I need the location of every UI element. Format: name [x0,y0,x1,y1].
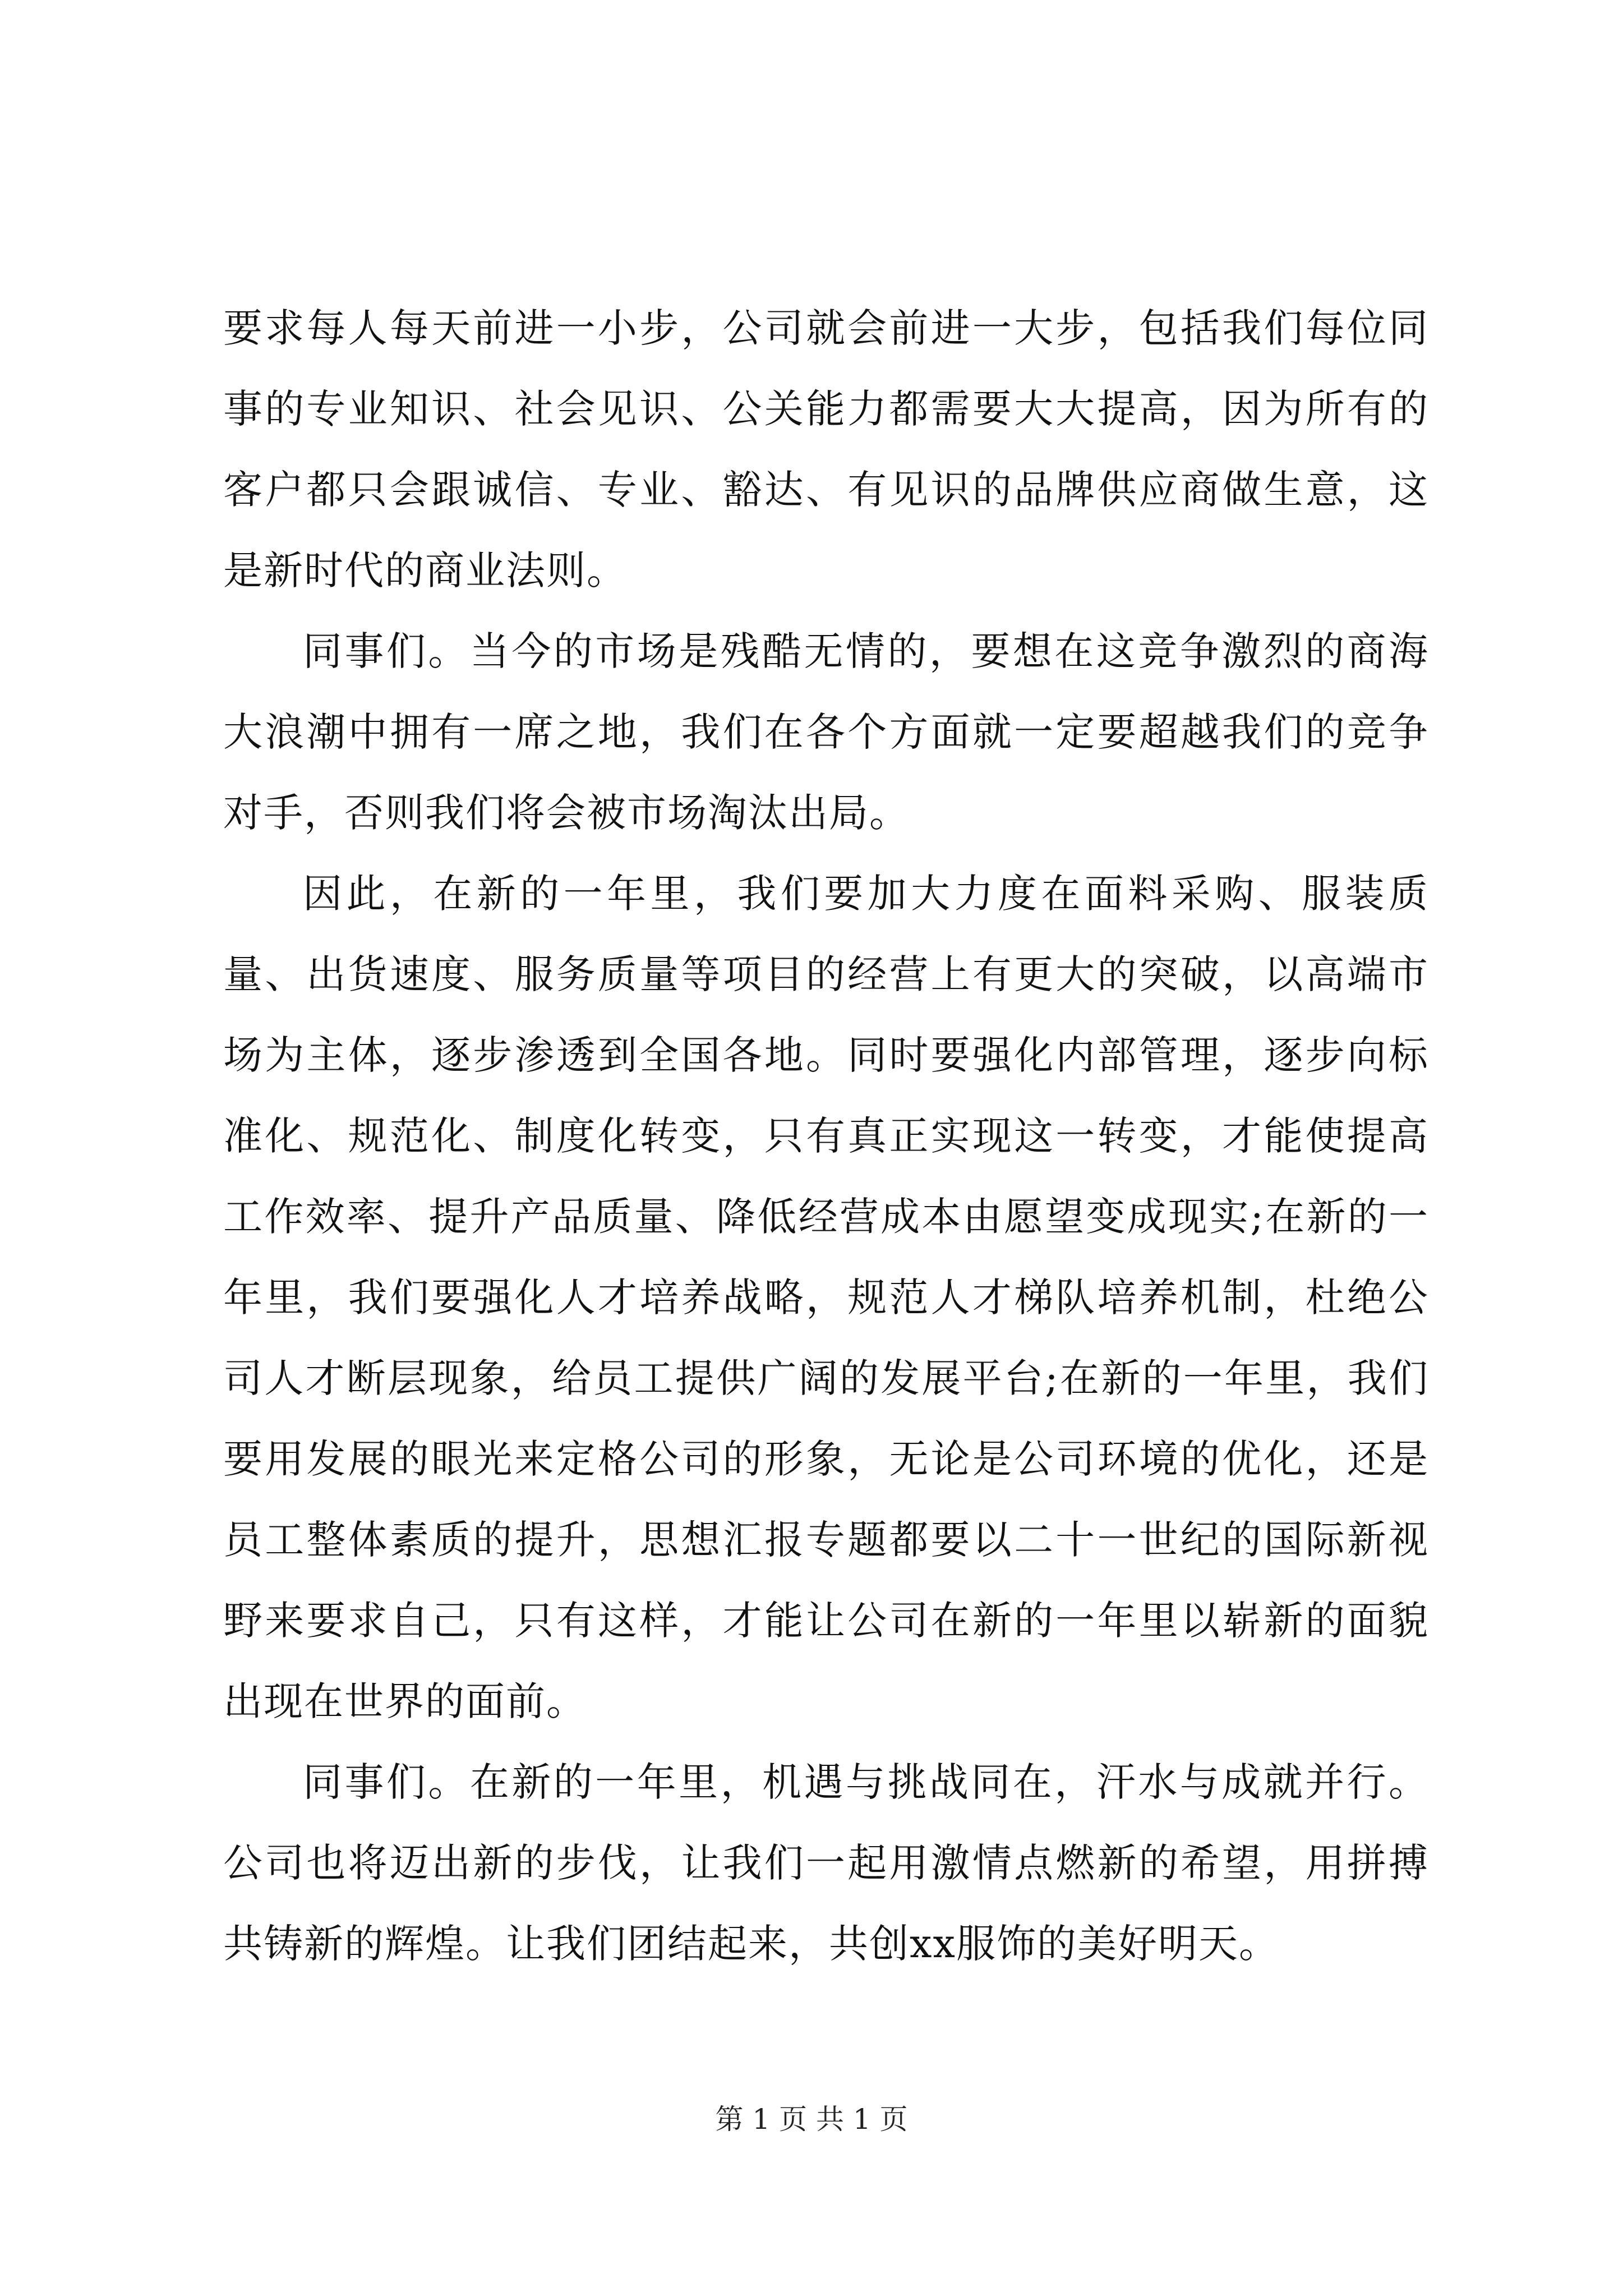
paragraph-continuation: 要求每人每天前进一小步，公司就会前进一大步，包括我们每位同事的专业知识、社会见识、公关能力都需要大大提高，因为所有的客户都只会跟诚信、专业、豁达、有见识的品牌供应商做生意，这是新时代的商业法则。 [223,305,1429,593]
document-body [223,288,1429,1984]
paragraph: 同事们。当今的市场是残酷无情的，要想在这竞争激烈的商海大浪潮中拥有一席之地，我们在各个方面就一定要超越我们的竞争对手，否则我们将会被市场淘汰出局。 [223,628,1429,836]
paragraph: 因此，在新的一年里，我们要加大力度在面料采购、服装质量、出货速度、服务质量等项目的经营上有更大的突破，以高端市场为主体，逐步渗透到全国各地。同时要强化内部管理，逐步向标准化、规范化、制度化转变，只有真正实现这一转变，才能使提高工作效率、提升产品质量、降低经营成本由愿望变成现实;在新的一年里，我们要强化人才培养战略，规范人才梯队培养机制，杜绝公司人才断层现象，给员工提供广阔的发展平台;在新的一年里，我们要用发展的眼光来定格公司的形象，无论是公司环境的优化，还是员工整体素质的提升，思想汇报专题都要以二十一世纪的国际新视野来要求自己，只有这样，才能让公司在新的一年里以崭新的面貌出现在世界的面前。 [223,871,1429,1724]
page-footer: 第 1 页 共 1 页 [715,2103,908,2136]
paragraph: 同事们。在新的一年里，机遇与挑战同在，汗水与成就并行。公司也将迈出新的步伐，让我们一起用激情点燃新的希望，用拼搏共铸新的辉煌。让我们团结起来，共创xx服饰的美好明天。 [223,1759,1429,1967]
